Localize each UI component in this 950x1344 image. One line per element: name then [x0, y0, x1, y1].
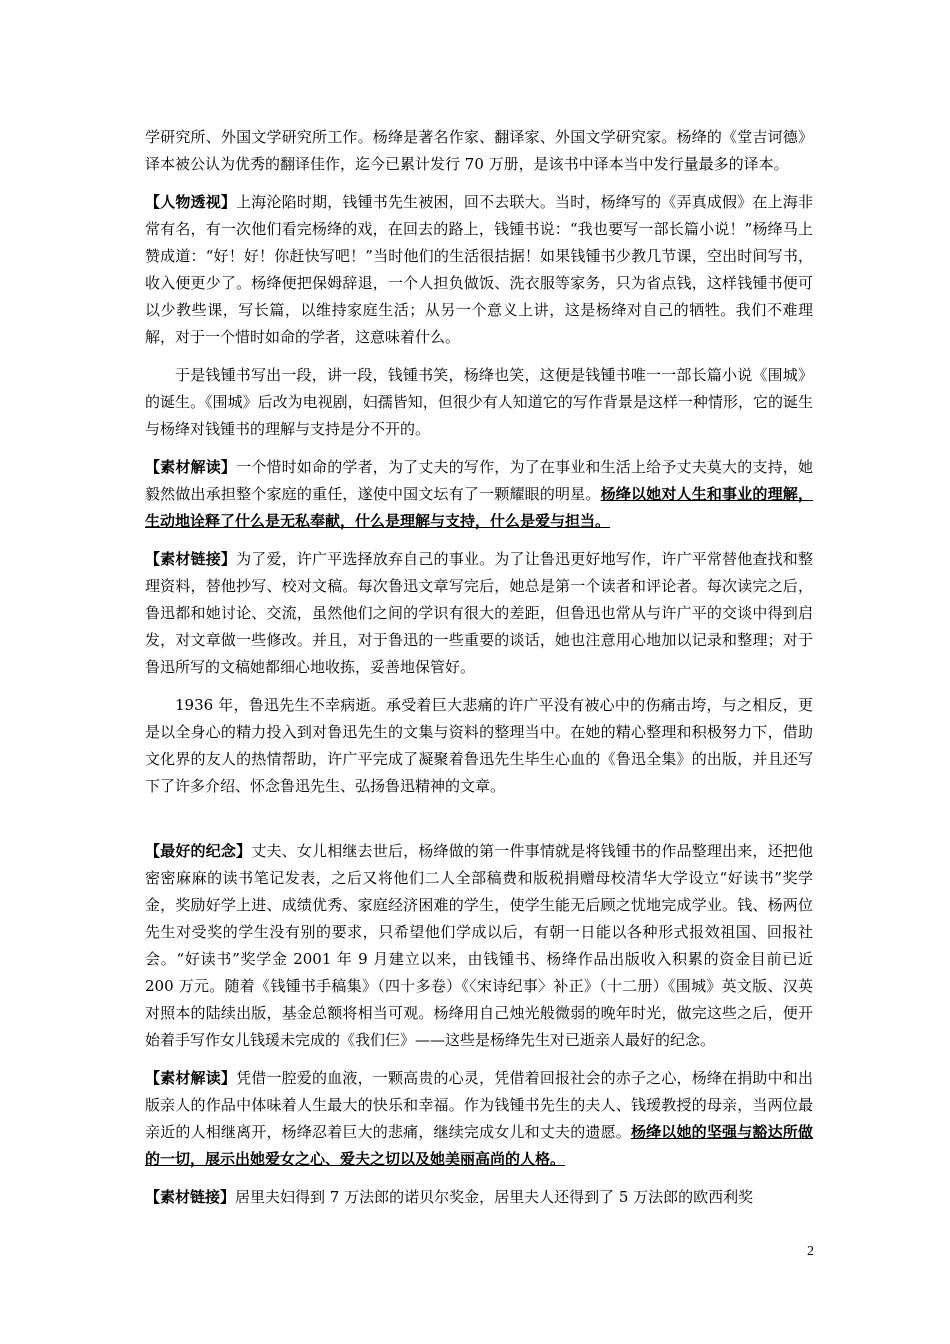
paragraph-text: 居里夫妇得到 7 万法郎的诺贝尔奖金，居里夫人还得到了 5 万法郎的欧西利奖	[235, 1188, 754, 1206]
paragraph-material-interpretation-1	[145, 454, 813, 535]
paragraph-3: 于是钱锺书写出一段，讲一段，钱锺书笑，杨绛也笑，这便是钱锺书唯一一部长篇小说《围城》的诞生。《围城》后改为电视剧，妇孺皆知，但很少有人知道它的写作背景是这样一种情形，它的诞生与杨绛对钱锺书的理解与支持是分不开的。	[145, 366, 813, 438]
highlighted-conclusion: 杨绛以她的坚强与豁达所做的一切，展示出她爱女之心、爱夫之切以及她美丽高尚的人格。	[145, 1123, 813, 1168]
paragraph-text: 一个惜时如命的学者，为了丈夫的写作，为了在事业和生活上给予丈夫莫大的支持，她毅然做出承担整个家庭的重任，遂使中国文坛有了一颗耀眼的明星。	[145, 458, 813, 503]
paragraph-material-link-1	[145, 546, 813, 681]
section-label: 【最好的纪念】	[145, 842, 252, 860]
paragraph-character-insight	[145, 189, 813, 351]
section-label: 【素材解读】	[145, 458, 237, 476]
section-label: 【素材链接】	[145, 1188, 236, 1206]
paragraph-material-link-2	[145, 1184, 813, 1211]
paragraph-material-interpretation-2	[145, 1065, 813, 1173]
paragraph-text: 为了爱，许广平选择放弃自己的事业。为了让鲁迅更好地写作，许广平常替他查找和整理资料，替他抄写、校对文稿。每次鲁迅文章写完后，她总是第一个读者和评论者。每次读完之后，鲁迅都和她讨论、交流，虽然他们之间的学识有很大的差距，但鲁迅也常从与许广平的交谈中得到启发，对文章做一些修改。并且，对于鲁迅的一些重要的谈话，她也注意用心地加以记录和整理；对于鲁迅所写的文稿她都细心地收拣，妥善地保管好。	[145, 550, 813, 676]
section-label: 【素材链接】	[145, 550, 237, 568]
document-body	[145, 124, 813, 1222]
paragraph-text: 凭借一腔爱的血液，一颗高贵的心灵，凭借着回报社会的赤子之心，杨绛在捐助中和出版亲人的作品中体味着人生最大的快乐和幸福。作为钱锺书先生的夫人、钱瑷教授的母亲，当两位最亲近的人相继离开，杨绛忍着巨大的悲痛，继续完成女儿和丈夫的遗愿。	[145, 1069, 813, 1141]
paragraph-6: 1936 年，鲁迅先生不幸病逝。承受着巨大悲痛的许广平没有被心中的伤痛击垮，与之相反，更是以全身心的精力投入到对鲁迅先生的文集与资料的整理当中。在她的精心整理和积极努力下，借助文化界的友人的热情帮助，许广平完成了凝聚着鲁迅先生毕生心血的《鲁迅全集》的出版，并且还写下了许多介绍、怀念鲁迅先生、弘扬鲁迅精神的文章。	[145, 696, 813, 795]
paragraph-text: 上海沦陷时期，钱锺书先生被困，回不去联大。当时，杨绛写的《弄真成假》在上海非常有名，有一次他们看完杨绛的戏，在回去的路上，钱锺书说：“我也要写一部长篇小说！”杨绛马上赞成道：“好！好！你赶快写吧！”当时他们的生活很拮据！如果钱锺书少教几节课，空出时间写书，收入便更少了。杨绛便把保姆辞退，一个人担负做饭、洗衣服等家务，只为省点钱，这样钱锺书便可以少教些课，写长篇，以维持家庭生活；从另一个意义上讲，这是杨绛对自己的牺牲。我们不难理解，对于一个惜时如命的学者，这意味着什么。	[145, 193, 813, 346]
highlighted-conclusion: 杨绛以她对人生和事业的理解，生动地诠释了什么是无私奉献，什么是理解与支持，什么是爱与担当。	[145, 485, 813, 530]
section-label: 【人物透视】	[145, 193, 237, 211]
section-label: 【素材解读】	[145, 1069, 237, 1087]
paragraph-1: 学研究所、外国文学研究所工作。杨绛是著名作家、翻译家、外国文学研究家。杨绛的《堂吉诃德》译本被公认为优秀的翻译佳作，迄今已累计发行 70 万册，是该书中译本当中发行量最多的译本。	[145, 128, 813, 173]
blank-line	[145, 811, 813, 838]
paragraph-text: 丈夫、女儿相继去世后，杨绛做的第一件事情就是将钱锺书的作品整理出来，还把他密密麻麻的读书笔记发表，之后又将他们二人全部稿费和版税捐赠母校清华大学设立“好读书”奖学金，奖励好学上进、成绩优秀、家庭经济困难的学生，使学生能无后顾之忧地完成学业。钱、杨两位先生对受奖的学生没有别的要求，只希望他们学成以后，有朝一日能以各种形式报效祖国、回报社会。“好读书”奖学金 2001 年 9 月建立以来，由钱锺书、杨绛作品出版收入积累的资金目前已近 200 万元。随着《钱锺书手稿集》（四十多卷）《〈宋诗纪事〉补正》（十二册）《围城》英文版、汉英对照本的陆续出版，基金总额将相当可观。杨绛用自己烛光般微弱的晚年时光，做完这些之后，便开始着手写作女儿钱瑗未完成的《我们仨》——这些是杨绛先生对已逝亲人最好的纪念。	[145, 842, 813, 1049]
paragraph-best-memorial	[145, 838, 813, 1054]
page-number: 2	[807, 1244, 814, 1259]
